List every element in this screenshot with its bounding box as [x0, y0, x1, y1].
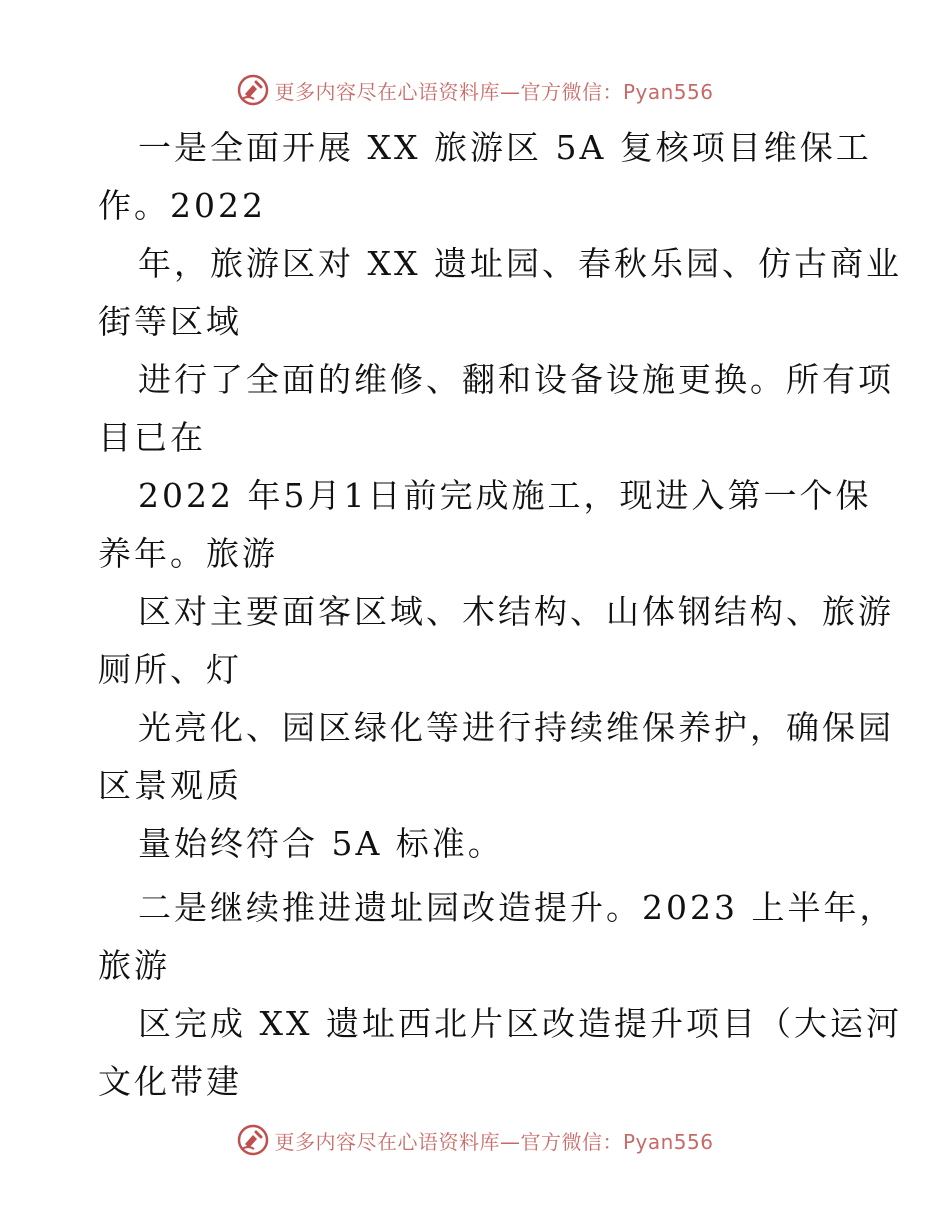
paragraph-line: 厕所、灯	[98, 650, 242, 689]
book-pen-logo-icon	[236, 73, 270, 107]
paragraph-line: 街等区域	[98, 302, 242, 341]
paragraph-line: 文化带建	[98, 1062, 242, 1101]
paragraph-line: 养年。旅游	[98, 534, 278, 573]
paragraph-line: 旅游	[98, 946, 170, 985]
watermark-text: 更多内容尽在心语资料库—官方微信：Pyan556	[274, 79, 714, 104]
paragraph-line: 二是继续推进遗址园改造提升。2023 上半年，	[138, 888, 896, 927]
watermark-text: 更多内容尽在心语资料库—官方微信：Pyan556	[274, 1129, 714, 1154]
paragraph-line: 区对主要面客区域、木结构、山体钢结构、旅游	[138, 592, 894, 631]
book-pen-logo-icon	[236, 1123, 270, 1157]
paragraph-line: 区景观质	[98, 766, 242, 805]
paragraph-line: 量始终符合 5A 标准。	[138, 824, 504, 863]
paragraph-line: 年，旅游区对 XX 遗址园、春秋乐园、仿古商业	[138, 244, 902, 283]
paragraph-line: 一是全面开展 XX 旅游区 5A 复核项目维保工	[138, 128, 872, 167]
paragraph-line: 目已在	[98, 418, 206, 457]
watermark-footer	[0, 1120, 950, 1160]
paragraph-line: 光亮化、园区绿化等进行持续维保养护，确保园	[138, 708, 894, 747]
paragraph-line: 作。2022	[98, 186, 266, 225]
paragraph-line: 进行了全面的维修、翻和设备设施更换。所有项	[138, 360, 894, 399]
watermark-header	[0, 70, 950, 110]
paragraph-line: 区完成 XX 遗址西北片区改造提升项目（大运河	[138, 1004, 902, 1043]
paragraph-line: 2022 年5月1日前完成施工，现进入第一个保	[138, 476, 872, 515]
